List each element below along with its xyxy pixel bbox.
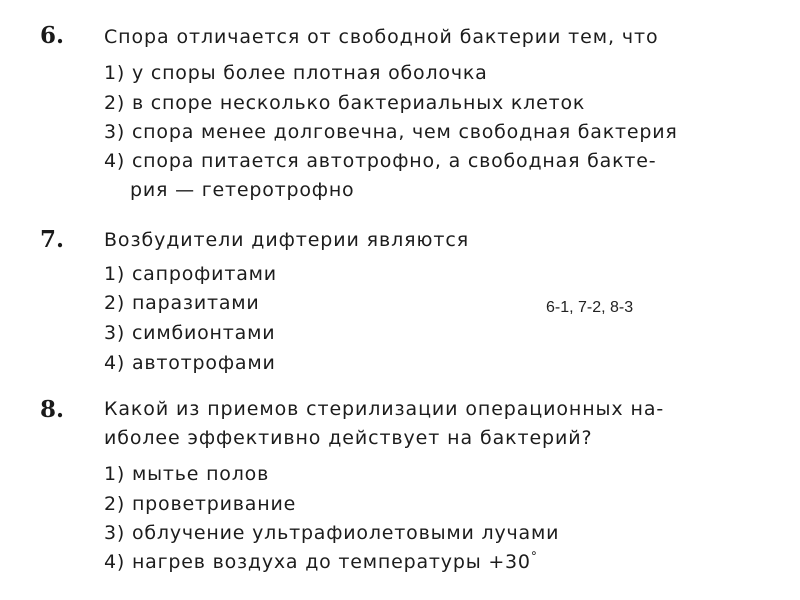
answer-option: 4) автотрофами <box>104 352 276 374</box>
question-stem: Возбудители дифтерии являются <box>104 229 470 251</box>
answer-option-text: 4) нагрев воздуха до температуры +30 <box>104 551 531 573</box>
answer-option: 3) симбионтами <box>104 322 276 344</box>
answer-option: 3) спора менее долговечна, чем свободная бактерия <box>104 121 678 143</box>
question-number: 6. <box>40 22 65 49</box>
answer-option: 1) у споры более плотная оболочка <box>104 62 488 84</box>
question-stem-continuation: иболее эффективно действует на бактерий? <box>104 427 593 449</box>
answer-option <box>104 551 538 573</box>
answer-key: 6-1, 7-2, 8-3 <box>546 299 634 316</box>
answer-option: 2) паразитами <box>104 292 260 314</box>
question-number: 7. <box>40 226 65 253</box>
answer-option: 2) проветривание <box>104 493 297 515</box>
answer-option: 1) сапрофитами <box>104 263 277 285</box>
degree-symbol: ° <box>530 549 538 564</box>
question-number: 8. <box>40 396 65 423</box>
question-stem: Какой из приемов стерилизации операционных на- <box>104 398 665 420</box>
answer-option: 4) спора питается автотрофно, а свободная бакте- <box>104 150 657 172</box>
answer-option: 1) мытье полов <box>104 463 270 485</box>
answer-option: 2) в споре несколько бактериальных клеток <box>104 92 586 114</box>
question-stem: Спора отличается от свободной бактерии тем, что <box>104 26 659 48</box>
answer-option: 3) облучение ультрафиолетовыми лучами <box>104 522 560 544</box>
answer-option-continuation: рия — гетеротрофно <box>130 179 355 201</box>
